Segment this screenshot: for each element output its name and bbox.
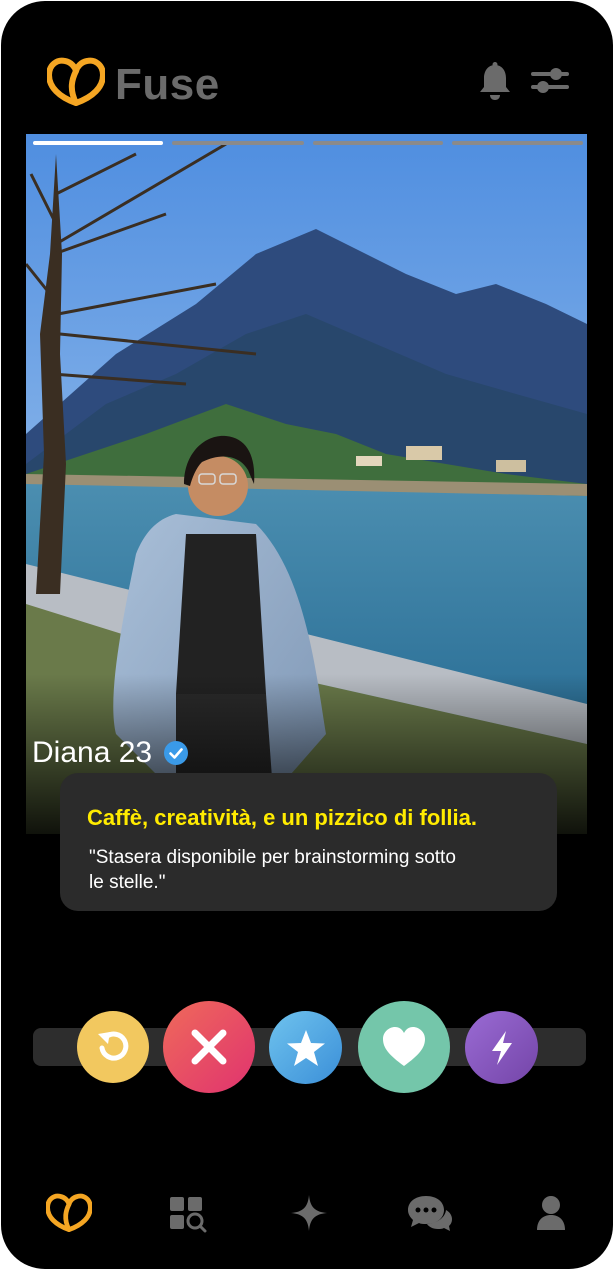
bio-quote: "Stasera disponibile per brainstorming sotto le stelle.": [89, 847, 456, 893]
nav-messages[interactable]: [405, 1191, 455, 1235]
profile-card[interactable]: [26, 134, 587, 834]
bio-box: [60, 773, 557, 911]
rewind-icon: [94, 1028, 132, 1066]
explore-grid-icon: [167, 1193, 207, 1233]
person-icon: [535, 1194, 567, 1232]
rewind-button[interactable]: [77, 1011, 149, 1083]
nav-profile[interactable]: [531, 1191, 571, 1235]
nav-explore[interactable]: [165, 1191, 209, 1235]
profile-name-age: Diana 23: [32, 736, 153, 769]
heart-icon: [381, 1026, 427, 1068]
star-icon: [285, 1027, 327, 1069]
phone-frame: [1, 1, 613, 1269]
lightning-icon: [486, 1029, 518, 1067]
bell-icon[interactable]: [477, 61, 513, 101]
fuse-logo-icon: [47, 57, 105, 107]
sliders-icon[interactable]: [529, 65, 571, 97]
profile-photo: [26, 134, 587, 834]
profile-name-row: [32, 734, 188, 772]
fuse-logo-icon: [46, 1193, 92, 1233]
app-title: Fuse: [115, 60, 220, 109]
photo-progress-2: [172, 141, 304, 145]
chat-bubbles-icon: [406, 1193, 454, 1233]
photo-progress-3: [313, 141, 443, 145]
sparkle-icon: [289, 1193, 329, 1233]
bio-headline: Caffè, creatività, e un pizzico di follia.: [87, 805, 477, 830]
nope-button[interactable]: [163, 1001, 255, 1093]
like-button[interactable]: [358, 1001, 450, 1093]
photo-progress-4: [452, 141, 583, 145]
nav-home[interactable]: [45, 1191, 93, 1235]
boost-button[interactable]: [465, 1011, 538, 1084]
nav-spotlight[interactable]: [287, 1191, 331, 1235]
super-like-button[interactable]: [269, 1011, 342, 1084]
verified-check-icon: [164, 741, 188, 765]
close-icon: [187, 1025, 231, 1069]
photo-progress-1: [33, 141, 163, 145]
